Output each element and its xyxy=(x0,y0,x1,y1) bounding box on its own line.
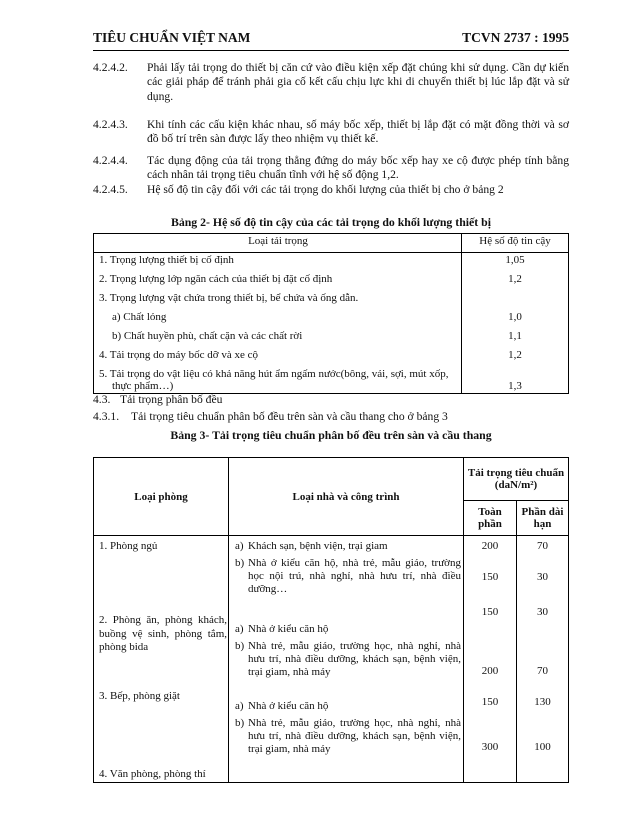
table-2 xyxy=(93,233,569,394)
clause-number: 4.2.4.3. xyxy=(93,118,128,131)
item-text: Nhà trẻ, mẫu giáo, trường học, nhà nghỉ, nhà hưu trí, nhà điều dưỡng, khách sạn, bệnh viện, trại giam, nhà máy xyxy=(248,640,461,679)
table-row xyxy=(94,291,569,310)
room-office: 4. Văn phòng, phòng thí xyxy=(99,768,206,780)
room-dining-living: 2. Phòng ăn, phòng khách, buồng vệ sinh, phòng tắm, phòng bida xyxy=(99,614,227,653)
room-bedroom: 1. Phòng ngủ xyxy=(99,540,158,552)
table-row xyxy=(94,253,569,273)
page-header xyxy=(93,30,569,51)
item-label: b) xyxy=(235,557,245,569)
column-header-load: Tải trọng tiêu chuẩn (daN/m²) xyxy=(464,458,569,501)
row-value: 1,3 xyxy=(462,367,569,394)
column-header-load-type: Loại tải trọng xyxy=(94,234,462,253)
row-value: 1,2 xyxy=(462,272,569,291)
clause-number: 4.2.4.2. xyxy=(93,61,128,74)
item-label: a) xyxy=(235,700,244,712)
header-standard-code: TCVN 2737 : 1995 xyxy=(462,30,569,45)
item-label: a) xyxy=(235,623,244,635)
load-value: 100 xyxy=(534,741,551,753)
column-header-full: Toàn phần xyxy=(464,501,517,536)
load-value: 70 xyxy=(537,665,548,677)
clause-text: Tác dụng động của tải trọng thẳng đứng do máy bốc xếp hay xe cộ được phép tính bằng cách nhân tải trọng tiêu chuẩn tĩnh với hệ số động 1,2. xyxy=(147,154,569,182)
item-text: Nhà ở kiểu căn hộ xyxy=(248,700,329,712)
clause-text: Hệ số độ tin cậy đối với các tải trọng do khối lượng của thiết bị cho ở bảng 2 xyxy=(147,183,504,196)
load-value: 150 xyxy=(481,606,499,618)
building-item xyxy=(235,557,461,597)
header-standard-name: TIÊU CHUẨN VIỆT NAM xyxy=(93,30,251,45)
clause-4-2-4-2 xyxy=(93,61,569,104)
room-kitchen-laundry: 3. Bếp, phòng giặt xyxy=(99,690,180,702)
item-label: b) xyxy=(235,640,245,652)
row-value: 1,05 xyxy=(462,253,569,273)
table-header-row xyxy=(94,234,569,253)
row-value xyxy=(462,291,569,310)
column-header-long-term: Phần dài hạn xyxy=(517,501,569,536)
column-header-room: Loại phòng xyxy=(94,458,229,536)
clause-text: Khi tính các cấu kiện khác nhau, số máy bốc xếp, thiết bị lắp đặt có mặt đồng thời và sơ đồ bố trí trên sàn được lấy theo nhiệm vụ thiết kế. xyxy=(147,118,569,146)
building-item xyxy=(235,540,461,553)
clause-4-2-4-3 xyxy=(93,118,569,147)
row-label: 3. Trọng lượng vật chứa trong thiết bị, bể chứa và ống dẫn. xyxy=(94,291,462,310)
load-value: 130 xyxy=(534,696,551,708)
row-label: b) Chất huyền phù, chất cặn và các chất rời xyxy=(94,329,462,348)
table2-caption: Bảng 2- Hệ số độ tin cậy của các tải trọng do khối lượng thiết bị xyxy=(170,215,492,229)
table-row xyxy=(94,310,569,329)
clause-number: 4.2.4.4. xyxy=(93,154,128,167)
row-label: a) Chất lỏng xyxy=(94,310,462,329)
load-value: 200 xyxy=(481,540,499,552)
load-value: 30 xyxy=(537,606,548,618)
building-item xyxy=(235,717,461,757)
full-load-column xyxy=(464,536,517,783)
load-value: 70 xyxy=(537,540,548,552)
clause-4-2-4-4 xyxy=(93,154,569,183)
clause-4-2-4-5 xyxy=(93,183,569,197)
table-row xyxy=(94,272,569,291)
table-row xyxy=(94,348,569,367)
section-text: Tải trọng tiêu chuẩn phân bố đều trên sàn và cầu thang cho ở bảng 3 xyxy=(131,410,448,423)
table3-caption: Bảng 3- Tải trọng tiêu chuẩn phân bố đều trên sàn và cầu thang xyxy=(170,428,492,442)
table-row xyxy=(94,329,569,348)
column-header-building: Loại nhà và công trình xyxy=(229,458,464,536)
row-value: 1,2 xyxy=(462,348,569,367)
row-label: 2. Trọng lượng lớp ngăn cách của thiết bị đặt cố định xyxy=(94,272,462,291)
building-column xyxy=(229,536,464,783)
building-item xyxy=(235,700,461,713)
column-header-reliability: Hệ số độ tin cậy xyxy=(462,234,569,253)
load-value: 150 xyxy=(481,696,499,708)
item-text: Nhà ở kiểu căn hộ xyxy=(248,623,329,635)
building-item xyxy=(235,640,461,680)
table-3 xyxy=(93,457,569,783)
row-label: 4. Tải trọng do máy bốc dỡ và xe cộ xyxy=(94,348,462,367)
building-item xyxy=(235,623,461,636)
clause-number: 4.2.4.5. xyxy=(93,183,128,196)
row-value: 1,1 xyxy=(462,329,569,348)
row-label: 1. Trọng lượng thiết bị cố định xyxy=(94,253,462,273)
row-value: 1,0 xyxy=(462,310,569,329)
load-value: 30 xyxy=(537,571,548,583)
table-row xyxy=(94,367,569,394)
room-column xyxy=(94,536,229,783)
item-label: a) xyxy=(235,540,244,552)
load-value: 200 xyxy=(481,665,499,677)
item-label: b) xyxy=(235,717,245,729)
section-number: 4.3. xyxy=(93,393,111,406)
load-value: 300 xyxy=(481,741,499,753)
item-text: Nhà ở kiểu căn hộ, nhà trẻ, mẫu giáo, trường học nội trú, nhà nghỉ, nhà hưu trí, nhà điều dưỡng… xyxy=(248,557,461,596)
item-text: Nhà trẻ, mẫu giáo, trường học, nhà nghỉ, nhà hưu trí, nhà điều dưỡng, khách sạn, bệnh viện, trại giam, nhà máy xyxy=(248,717,461,756)
section-title: Tải trọng phân bố đều xyxy=(120,393,223,406)
clause-text: Phải lấy tải trọng do thiết bị căn cứ vào điều kiện xếp đặt chúng khi sử dụng. Cần dự kiến các giải pháp để tránh phải gia cố kết cấu chịu lực khi di chuyển thiết bị lúc lắp đặt và sử dụng. xyxy=(147,61,569,103)
item-text: Khách sạn, bệnh viện, trại giam xyxy=(248,540,388,552)
load-value: 150 xyxy=(481,571,499,583)
section-number: 4.3.1. xyxy=(93,410,120,423)
row-label: 5. Tải trọng do vật liệu có khả năng hút ẩm ngấm nước(bông, vải, sợi, mút xốp, thực phẩm…) xyxy=(94,367,462,394)
long-term-column xyxy=(517,536,569,783)
